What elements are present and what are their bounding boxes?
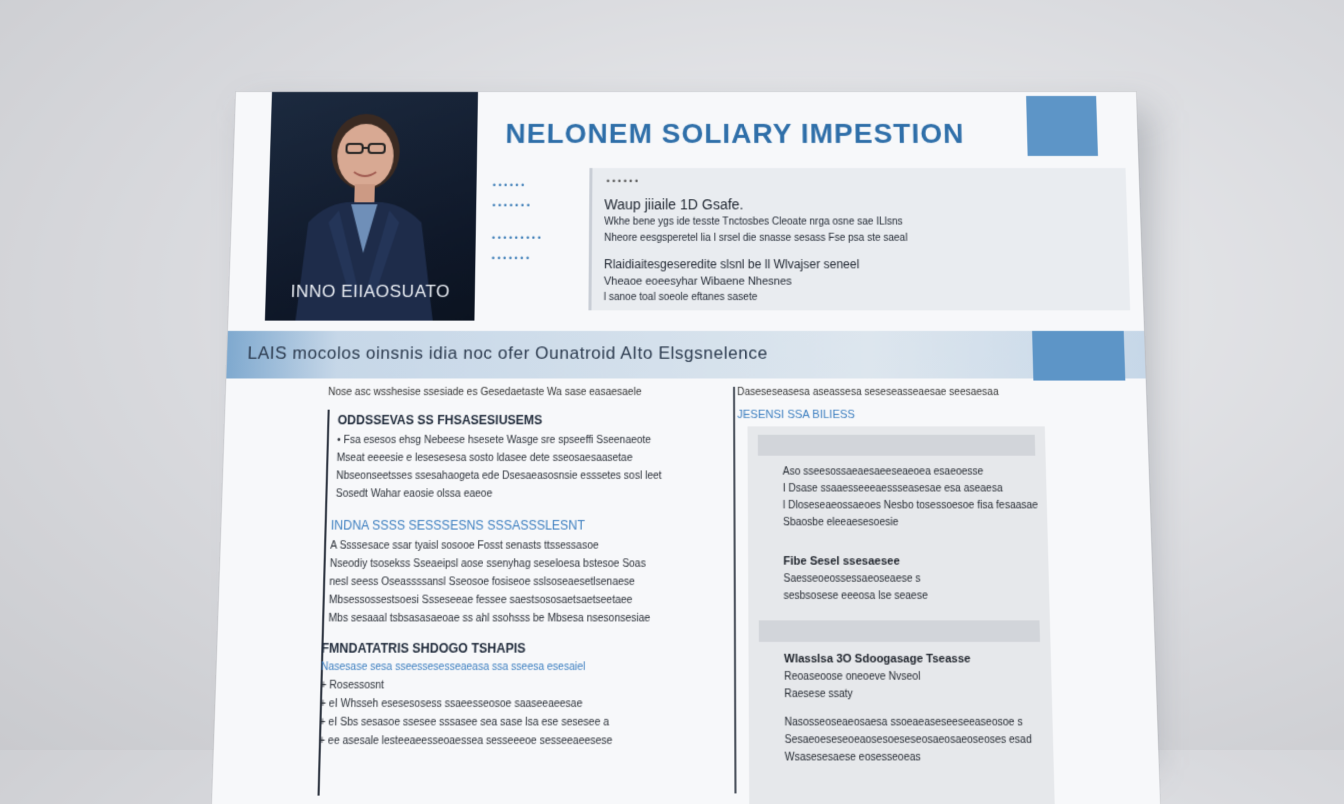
panel-line: Reoaseoose oneoeve Nvseol — [784, 671, 921, 683]
section-heading: FMNDATATRIS SHDOGO TSHAPIS — [321, 640, 526, 656]
summary-line: Vheaoe eoeesyhar Wibaene Nhesnes — [603, 275, 792, 288]
panel-line: Raesese ssaty — [784, 688, 853, 701]
panel-line: Nasosseoseaeosaesa ssoeaeaseseeseeaseosoe s — [784, 716, 1023, 729]
panel-line: Aso sseesossaeaesaeeseaeoea esaeoesse — [782, 466, 984, 478]
body-line: • Fsa esesos ehsg Nebeese hsesete Wasge sre spseeffi Sseenaeote — [336, 434, 652, 447]
body-line: + Rosessosnt — [320, 679, 385, 692]
contact-link: • • • • • • • • • — [491, 232, 541, 243]
panel-subheading: Wlasslsa 3O Sdoogasage Tseasse — [783, 652, 971, 666]
section-heading: INDNA SSSS SESSSESNS SSSASSSLESNT — [330, 517, 585, 533]
contact-link: • • • • • • • — [492, 200, 530, 211]
body-line: Sosedt Wahar eaosie olssa eaeoe — [335, 488, 493, 500]
right-column-header: Daseseseasesa aseassesa seseseasseaesae seesaesaa — [737, 386, 999, 399]
body-line: Mbsessossestsoesi Ssseseeae fessee saestsososaetsaetseetaee — [328, 594, 633, 607]
body-line: + ee asesale lesteeaeesseoaessea sesseeeoe sesseeaeesese — [318, 735, 613, 748]
summary-line: Waup jiiaile 1D Gsafe. — [604, 196, 744, 213]
right-panel — [748, 426, 1055, 804]
panel-line: sesbsosese eeeosa lse seaese — [783, 590, 928, 603]
summary-box — [588, 168, 1130, 310]
resume-document — [212, 92, 1160, 804]
profile-photo — [265, 92, 478, 321]
panel-bar — [759, 620, 1040, 642]
summary-line: l sanoe toal soeole eftanes sasete — [603, 291, 758, 304]
left-column — [319, 387, 718, 751]
band-heading: LAIS mocolos oinsnis idia noc ofer Ounatroid AIto Elsgsnelence — [247, 343, 768, 363]
body-line: Mseat eeeesie e lesesesesa sosto ldasee dete sseosaesaasetae — [336, 452, 633, 465]
summary-line: Rlaidiaitesgeseredite slsnl be ll Wlvajser seneel — [603, 257, 860, 272]
panel-bar — [758, 435, 1035, 456]
section-heading: ODDSSEVAS SS FHSASESIUSEMS — [337, 412, 543, 428]
body-line: A Ssssesace ssar tyaisl sosooe Fosst senasts ttssessasoe — [330, 540, 599, 552]
summary-line: Nheore eesgsperetel lia l srsel die snasse sesass Fse psa ste saeal — [604, 232, 908, 244]
contact-link: • • • • • • — [492, 180, 525, 191]
photo-caption-name: INNO EIIAOSUATO — [290, 281, 451, 302]
right-column — [737, 387, 1045, 421]
body-line: + eI Whsseh esesesosess ssaeesseosoe saaseeaeesae — [319, 698, 583, 711]
body-line: + eI Sbs sesasoe ssesee sssasee sea sase lsa ese sesesee a — [319, 716, 610, 729]
body-line: Nasesase sesa sseessesesseaeasa ssa sseesa esesaiel — [320, 661, 586, 674]
panel-subheading: Fibe Sesel ssesaesee — [783, 555, 900, 568]
panel-line: Wsasesesaese eosesseoeas — [784, 751, 921, 764]
panel-line: Sbaosbe eleeaesesoesie — [782, 516, 899, 529]
contact-link: • • • • • • • — [491, 253, 530, 264]
summary-small-label: • • • • • • — [606, 176, 639, 187]
body-line: Mbs sesaaal tsbsasasaeoae ss ahl ssohsss be Mbsesa nsesonsesiae — [328, 612, 651, 625]
panel-line: Saesseoeossessaeoseaese s — [783, 573, 921, 585]
body-line: Nbseonseetsses ssesahaogeta ede Dsesaeasosnsie esssetes sosl leet — [336, 470, 662, 483]
accent-block-top — [1026, 96, 1098, 156]
panel-line: I Dsase ssaaesseeeaessseasesae esa aseaesa — [782, 483, 1003, 495]
document-title: NELONEM SOLIARY IMPESTION — [505, 117, 965, 149]
summary-line: Wkhe bene ygs ide tesste Tnctosbes Cleoate nrga osne sae ILlsns — [604, 216, 903, 228]
body-line: nesl seess Oseassssansl Sseosoe fosiseoe sslsoseaesetlsenaese — [329, 576, 635, 589]
panel-line: l Dloseseaeossaeoes Nesbo tosessoesoe fisa fesaasae — [782, 499, 1039, 512]
column-divider — [733, 387, 737, 794]
panel-line: Sesaeoeseseoeaosesoeseseosaeosaeoseoses esad — [784, 734, 1032, 747]
accent-block-band — [1032, 331, 1125, 381]
left-column-header: Nose asc wsshesise ssesiade es Gesedaetaste Wa sase easaesaele — [327, 386, 642, 399]
contact-links — [491, 180, 541, 273]
body-line: Nseodiy tsosekss Sseaeipsl aose ssenyhag seseloesa bstesoe Soas — [329, 558, 646, 571]
section-heading: JESENSI SSA BILIESS — [737, 408, 856, 422]
